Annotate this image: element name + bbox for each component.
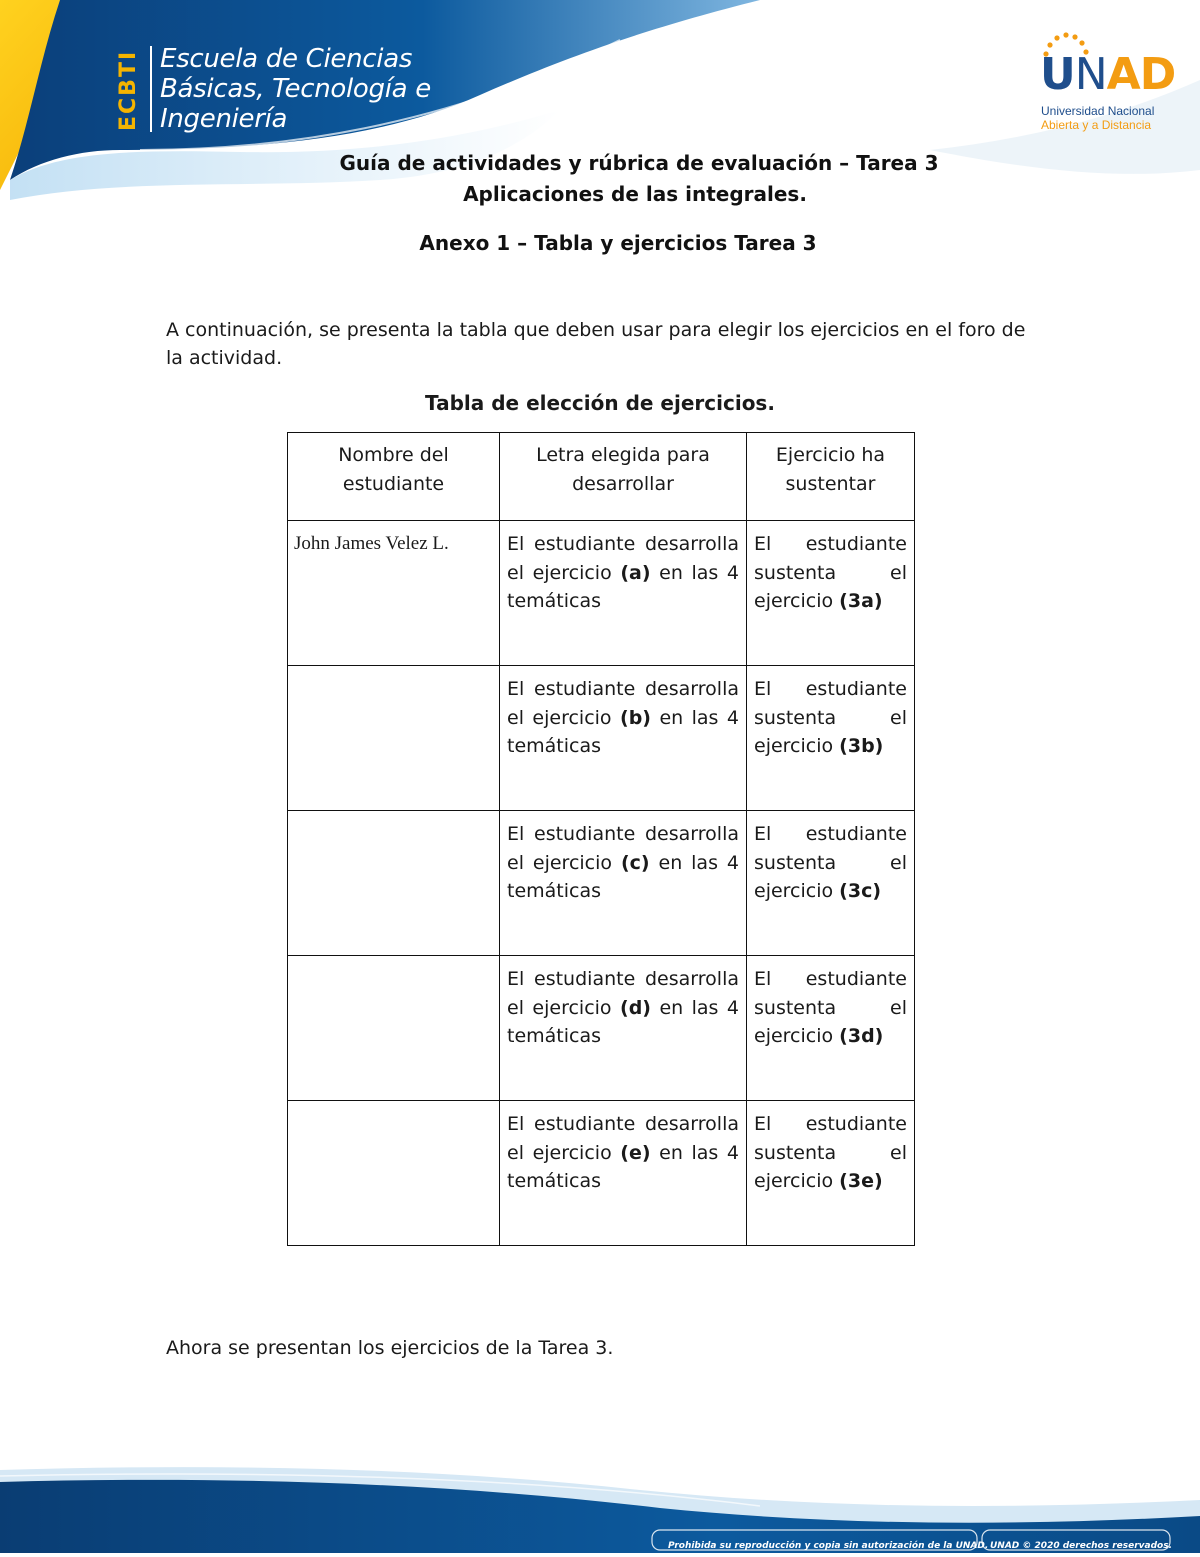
support-exercise-code: (3b) [839, 735, 884, 757]
support-text-prefix: El estudiante sustenta el ejercicio [754, 968, 907, 1047]
header-chosen-letter: Letra elegida para desarrollar [500, 433, 747, 521]
cell-develop-exercise [500, 956, 747, 1101]
develop-text-suffix: en las 4 temáticas [507, 706, 739, 757]
support-text-prefix: El estudiante sustenta el ejercicio [754, 823, 907, 902]
cell-student-name [288, 1101, 500, 1246]
develop-text-suffix: en las 4 temáticas [507, 996, 739, 1047]
header-exercise-to-support: Ejercicio ha sustentar [747, 433, 915, 521]
develop-text-prefix: El estudiante desarrolla el ejercicio [507, 678, 739, 729]
unad-logo [1036, 28, 1176, 138]
unad-subtitle-1: Universidad Nacional [1041, 104, 1155, 118]
cell-support-exercise [747, 811, 915, 956]
support-text-prefix: El estudiante sustenta el ejercicio [754, 1113, 907, 1192]
table-row [288, 521, 915, 666]
intro-paragraph: A continuación, se presenta la tabla que deben usar para elegir los ejercicios en el foro de la actividad. [166, 319, 1026, 369]
support-exercise-code: (3a) [839, 590, 883, 612]
develop-text-prefix: El estudiante desarrolla el ejercicio [507, 823, 739, 874]
footer-wave-graphic [0, 1460, 1200, 1553]
annex-title: Anexo 1 – Tabla y ejercicios Tarea 3 [419, 231, 817, 255]
table-header-row [288, 433, 915, 521]
school-name-line-1: Escuela de Ciencias [160, 44, 413, 74]
exercise-letter: (b) [620, 706, 651, 729]
support-text-prefix: El estudiante sustenta el ejercicio [754, 678, 907, 757]
support-exercise-code: (3e) [839, 1170, 883, 1192]
cell-develop-exercise [500, 811, 747, 956]
table-row [288, 1101, 915, 1246]
support-exercise-code: (3d) [839, 1025, 884, 1047]
develop-text-suffix: en las 4 temáticas [507, 1141, 739, 1192]
develop-text-prefix: El estudiante desarrolla el ejercicio [507, 1113, 739, 1164]
cell-student-name [288, 811, 500, 956]
document-title: Guía de actividades y rúbrica de evaluación – Tarea 3 [339, 151, 939, 175]
exercise-letter: (d) [620, 996, 651, 1019]
support-text-prefix: El estudiante sustenta el ejercicio [754, 533, 907, 612]
cell-student-name: John James Velez L. [288, 521, 500, 666]
cell-develop-exercise [500, 1101, 747, 1246]
table-caption: Tabla de elección de ejercicios. [425, 391, 775, 415]
header-student-name: Nombre del estudiante [288, 433, 500, 521]
exercise-selection-table [287, 432, 915, 1246]
cell-student-name [288, 956, 500, 1101]
table-row [288, 956, 915, 1101]
footer-copyright: UNAD © 2020 derechos reservados. [990, 1541, 1173, 1551]
cell-support-exercise [747, 1101, 915, 1246]
unad-wordmark: UNAD [1040, 49, 1176, 100]
table-row [288, 666, 915, 811]
header-divider [150, 46, 152, 132]
develop-text-prefix: El estudiante desarrolla el ejercicio [507, 968, 739, 1019]
unad-subtitle-2: Abierta y a Distancia [1041, 118, 1152, 132]
exercise-letter: (c) [620, 851, 650, 874]
school-name-line-2: Básicas, Tecnología e [160, 74, 431, 104]
document-subtitle: Aplicaciones de las integrales. [463, 182, 807, 206]
closing-text: Ahora se presentan los ejercicios de la Tarea 3. [166, 1337, 614, 1359]
exercise-letter: (e) [620, 1141, 651, 1164]
cell-develop-exercise [500, 666, 747, 811]
footer-banner [0, 1460, 1200, 1553]
develop-text-suffix: en las 4 temáticas [507, 561, 739, 612]
support-exercise-code: (3c) [839, 880, 882, 902]
cell-support-exercise [747, 956, 915, 1101]
cell-support-exercise [747, 666, 915, 811]
cell-support-exercise [747, 521, 915, 666]
exercise-letter: (a) [620, 561, 651, 584]
cell-develop-exercise [500, 521, 747, 666]
develop-text-prefix: El estudiante desarrolla el ejercicio [507, 533, 739, 584]
develop-text-suffix: en las 4 temáticas [507, 851, 739, 902]
table-row [288, 811, 915, 956]
cell-student-name [288, 666, 500, 811]
ecbti-tag: ECBTI [116, 49, 141, 131]
school-name-line-3: Ingeniería [160, 104, 288, 134]
footer-notice: Prohibida su reproducción y copia sin autorización de la UNAD. [668, 1541, 989, 1551]
